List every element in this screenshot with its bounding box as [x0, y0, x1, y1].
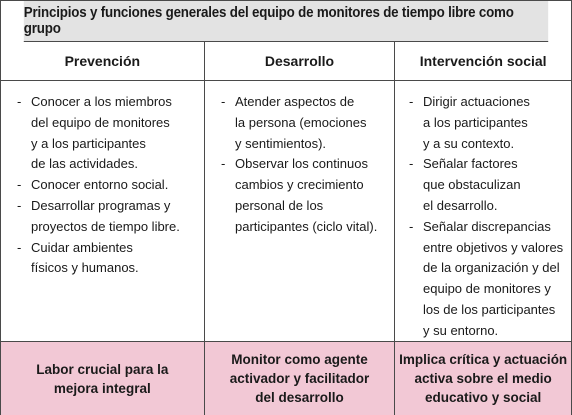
- bullet-marker: -: [17, 239, 22, 255]
- column-desarrollo: [204, 81, 394, 341]
- list-item-text: Dirigir actuaciones a los participantes y a su contexto.: [423, 94, 530, 151]
- bullet-list: [17, 92, 204, 279]
- list-item-text: Desarrollar programas y proyectos de tiempo libre.: [31, 197, 180, 234]
- list-item: [17, 92, 204, 175]
- list-item-text: Atender aspectos de la persona (emociones y sentimientos).: [235, 94, 367, 151]
- list-item: [409, 92, 570, 154]
- header-desarrollo: Desarrollo: [204, 42, 395, 80]
- column-prevencion: [1, 81, 204, 341]
- bullet-marker: -: [409, 218, 414, 234]
- bullet-list: [409, 92, 570, 342]
- list-item-text: Cuidar ambientes físicos y humanos.: [31, 239, 139, 276]
- list-item: [17, 175, 204, 196]
- table-title: Principios y funciones generales del equipo de monitores de tiempo libre como grupo: [24, 1, 548, 42]
- bullet-list: [221, 92, 394, 238]
- table-body-row: [1, 81, 571, 341]
- list-item-text: Señalar factores que obstaculizan el desarrollo.: [423, 156, 521, 213]
- header-prevencion: Prevención: [64, 53, 141, 69]
- list-item-text: Conocer entorno social.: [31, 177, 169, 193]
- list-item: [17, 238, 204, 280]
- bullet-marker: -: [17, 177, 22, 193]
- table-footer-row: [1, 341, 571, 415]
- bullet-marker: -: [17, 94, 22, 109]
- header-intervencion-social: Intervención social: [394, 42, 571, 80]
- bullet-marker: -: [221, 156, 226, 172]
- bullet-marker: -: [17, 197, 22, 213]
- column-intervencion-social: [394, 81, 570, 341]
- footer-prevencion: Labor crucial para la mejora integral: [36, 361, 169, 396]
- list-item-text: Conocer a los miembros del equipo de monitores y a los participantes de las actividades.: [31, 94, 172, 172]
- list-item-text: Observar los continuos cambios y crecimiento personal de los participantes (ciclo vital).: [235, 156, 378, 234]
- list-item-text: Señalar discrepancias entre objetivos y valores de la organización y del equipo de monitores y los de los participantes y su entorno.: [423, 218, 564, 338]
- bullet-marker: -: [409, 156, 414, 172]
- list-item: [409, 154, 570, 216]
- list-item: [221, 154, 394, 237]
- list-item: [221, 92, 394, 154]
- list-item: [17, 196, 204, 238]
- bullet-marker: -: [409, 94, 414, 109]
- list-item: [409, 217, 570, 342]
- bullet-marker: -: [221, 94, 226, 109]
- footer-intervencion-social: Implica crítica y actuación activa sobre el medio educativo y social: [394, 342, 571, 415]
- table-header-row: [1, 42, 571, 81]
- footer-desarrollo: Monitor como agente activador y facilitador del desarrollo: [204, 342, 395, 415]
